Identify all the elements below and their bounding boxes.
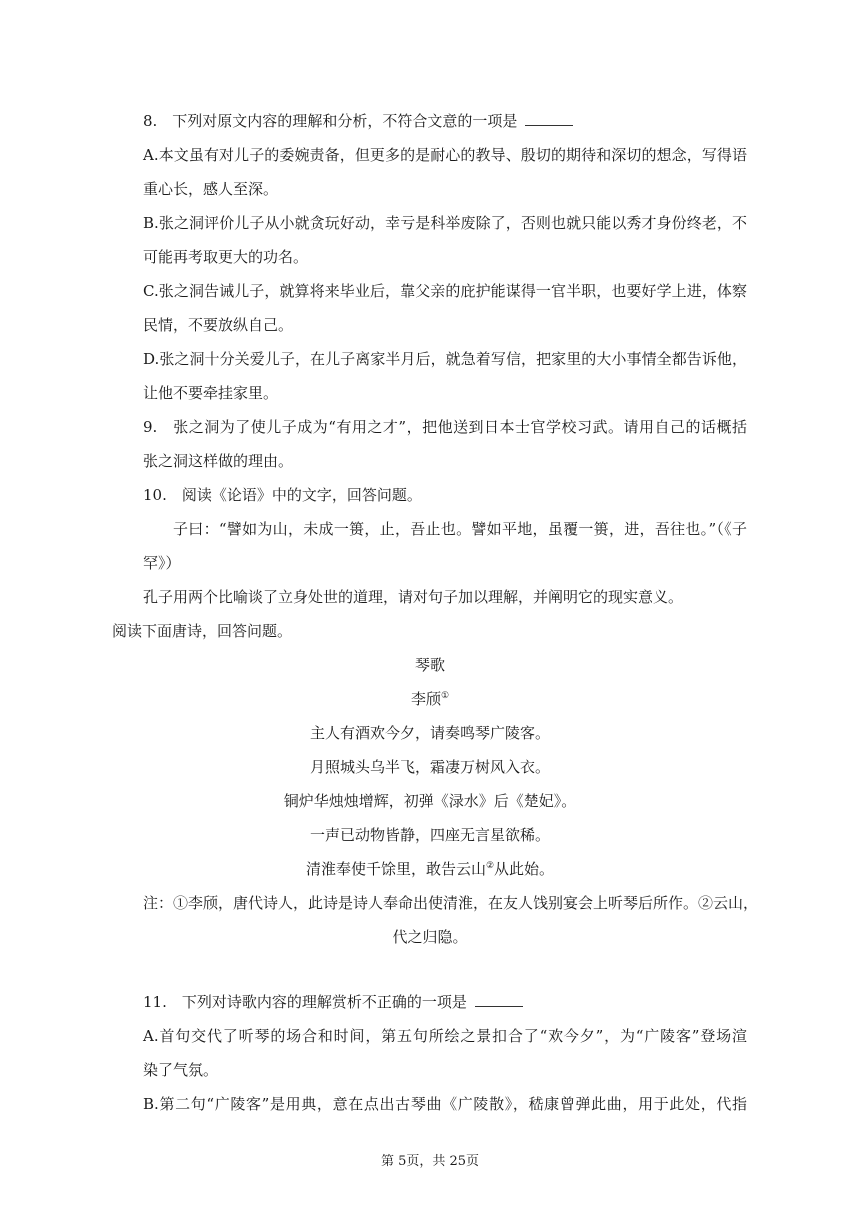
- poem-line-5: 清淮奉使千馀里，敢告云山②从此始。: [305, 860, 555, 878]
- poem-line-3: 铜炉华烛烛增辉，初弹《渌水》后《楚妃》。: [283, 792, 577, 810]
- poem-title: 琴歌: [414, 656, 445, 674]
- q8-option-c-line2: 民情，不要放纵自己。: [143, 316, 294, 334]
- q8-option-b-line2: 可能再考取更大的功名。: [143, 248, 309, 266]
- answer-blank[interactable]: [525, 111, 573, 126]
- q10-stem: 10. 阅读《论语》中的文字，回答问题。: [143, 486, 422, 504]
- poem-note-line2: 代之归隐。: [392, 928, 468, 946]
- q10-quote-line1: 子曰：“譬如为山，未成一篑，止，吾止也。譬如平地，虽覆一篑，进，吾往也。”（《子: [173, 520, 747, 538]
- footnote-marker: ②: [485, 861, 495, 871]
- footnote-marker: ①: [440, 691, 450, 701]
- q11-stem: 11. 下列对诗歌内容的理解赏析不正确的一项是: [143, 992, 523, 1012]
- poem-note-line1: 注：①李颀，唐代诗人，此诗是诗人奉命出使清淮，在友人饯别宴会上听琴后所作。②云山，: [143, 894, 759, 912]
- poem-line-4: 一声已动物皆静，四座无言星欲稀。: [309, 826, 550, 844]
- q8-option-d-line2: 让他不要牵挂家里。: [143, 384, 279, 402]
- q10-quote-line2: 罕》）: [143, 554, 181, 572]
- page-footer: 第 5页，共 25页: [380, 1154, 480, 1169]
- q9-line1: 9. 张之洞为了使儿子成为“有用之才”，把他送到日本士官学校习武。请用自己的话概括: [143, 418, 747, 436]
- q8-option-a-line1: A.本文虽有对儿子的委婉责备，但更多的是耐心的教导、殷切的期待和深切的想念，写得语: [143, 146, 747, 164]
- q11-option-b-line1: B.第二句“广陵客”是用典，意在点出古琴曲《广陵散》，嵇康曾弹此曲，用于此处，代指: [143, 1095, 747, 1113]
- q8-stem: 8. 下列对原文内容的理解和分析，不符合文意的一项是: [143, 111, 573, 131]
- q8-option-c-line1: C.张之洞告诫儿子，就算将来毕业后，靠父亲的庇护能谋得一官半职，也要好学上进，体察: [143, 282, 747, 300]
- poem-intro: 阅读下面唐诗，回答问题。: [112, 622, 293, 640]
- q11-option-a-line2: 染了气氛。: [143, 1061, 219, 1079]
- q11-option-a-line1: A.首句交代了听琴的场合和时间，第五句所绘之景扣合了“欢今夕”，为“广陵客”登场渲: [143, 1027, 747, 1045]
- poem-author: 李颀①: [410, 690, 450, 708]
- poem-line-2: 月照城头乌半飞，霜凄万树风入衣。: [309, 758, 550, 776]
- q10-question: 孔子用两个比喻谈了立身处世的道理，请对句子加以理解，并阐明它的现实意义。: [143, 588, 684, 606]
- answer-blank[interactable]: [475, 992, 523, 1007]
- q9-line2: 张之洞这样做的理由。: [143, 452, 294, 470]
- poem-line-1: 主人有酒欢今夕，请奏鸣琴广陵客。: [309, 724, 550, 742]
- q8-option-b-line1: B.张之洞评价儿子从小就贪玩好动，幸亏是科举废除了，否则也就只能以秀才身份终老，不: [143, 214, 747, 232]
- q8-option-a-line2: 重心长，感人至深。: [143, 180, 279, 198]
- q8-option-d-line1: D.张之洞十分关爱儿子，在儿子离家半月后，就急着写信，把家里的大小事情全都告诉他，: [143, 350, 747, 368]
